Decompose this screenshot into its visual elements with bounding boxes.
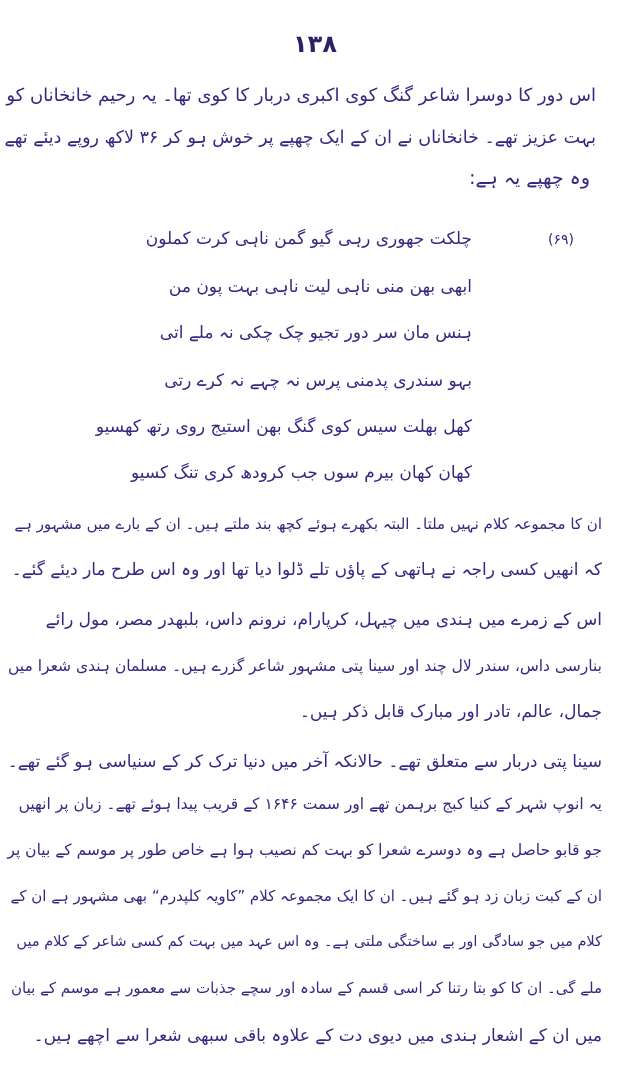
body-line: ان کے کبت زبان زد ہو گئے ہیں۔ ان کا ایک مجموعہ کلام ”کاویہ کلپدرم“ بھی مشہور ہے ان کے <box>10 887 602 905</box>
body-line: سینا پتی دربار سے متعلق تھے۔ حالانکہ آخر میں دنیا ترک کر کے سنیاسی ہو گئے تھے۔ <box>7 752 602 772</box>
intro-line: بہت عزیز تھے۔ خانخاناں نے ان کے ایک چھپے پر خوش ہو کر ۳۶ لاکھ روپے دیئے تھے <box>4 128 596 148</box>
verse-line: کھل بھلت سیس کوی گنگ بھن استیج روی رتھ کھسیو <box>95 417 472 437</box>
body-line: کہ انھیں کسی راجہ نے ہاتھی کے پاؤں تلے ڈلوا دیا تھا اور وہ اس طرح مار دیئے گئے۔ <box>11 560 602 580</box>
body-line: جمال، عالم، تادر اور مبارک قابل ذکر ہیں۔ <box>299 702 602 722</box>
body-line: جو قابو حاصل ہے وہ دوسرے شعرا کو بہت کم نصیب ہوا ہے خاص طور پر موسم کے بیان پر <box>7 841 602 859</box>
verse-line: ہنس مان سر دور تجیو چک چکی نہ ملے اتی <box>159 323 472 343</box>
body-line: ان کا مجموعہ کلام نہیں ملتا۔ البتہ بکھرے ہوئے کچھ بند ملتے ہیں۔ ان کے بارے میں مشہور ہے <box>14 515 602 533</box>
intro-line: اس دور کا دوسرا شاعر گنگ کوی اکبری دربار کا کوی تھا۔ یہ رحیم خانخاناں کو <box>6 85 596 106</box>
verse-line: چلکت جھوری رہی گیو گمن ناہی کرت کملون <box>145 229 472 249</box>
page-number: ۱۳۸ <box>293 30 337 58</box>
body-line: اس کے زمرے میں ہندی میں چیہل، کرپارام، نرونم داس، بلبھدر مصر، مول رائے <box>45 610 602 630</box>
intro-line: وہ چھپے یہ ہے: <box>469 167 590 189</box>
body-line: کلام میں جو سادگی اور بے ساختگی ملتی ہے۔ وہ اس عہد میں بہت کم کسی شاعر کے کلام میں <box>16 934 602 950</box>
body-line: ملے گی۔ ان کا کو بتا رتنا کر اسی قسم کے سادہ اور سچے جذبات سے معمور ہے موسم کے بیان <box>10 979 602 997</box>
verse-line: کھان کھان بیرم سوں جب کرودھ کری تنگ کسیو <box>130 463 472 483</box>
verse-line: بہو سندری پدمنی پرس نہ چہے نہ کرے رتی <box>164 371 472 391</box>
verse-line: ابھی بھن منی ناہی لیت ناہی بہت پون من <box>168 277 472 297</box>
verse-number: (۶۹) <box>548 232 574 248</box>
body-line: میں ان کے اشعار ہندی میں دیوی دت کے علاوہ باقی سبھی شعرا سے اچھے ہیں۔ <box>33 1026 602 1046</box>
body-line: بنارسی داس، سندر لال چند اور سینا پتی مشہور شاعر گزرے ہیں۔ مسلمان ہندی شعرا میں <box>8 657 602 675</box>
body-line: یہ انوپ شہر کے کنیا کبج برہمن تھے اور سمت ۱۶۴۶ کے قریب پیدا ہوئے تھے۔ زبان پر انھیں <box>18 795 602 813</box>
